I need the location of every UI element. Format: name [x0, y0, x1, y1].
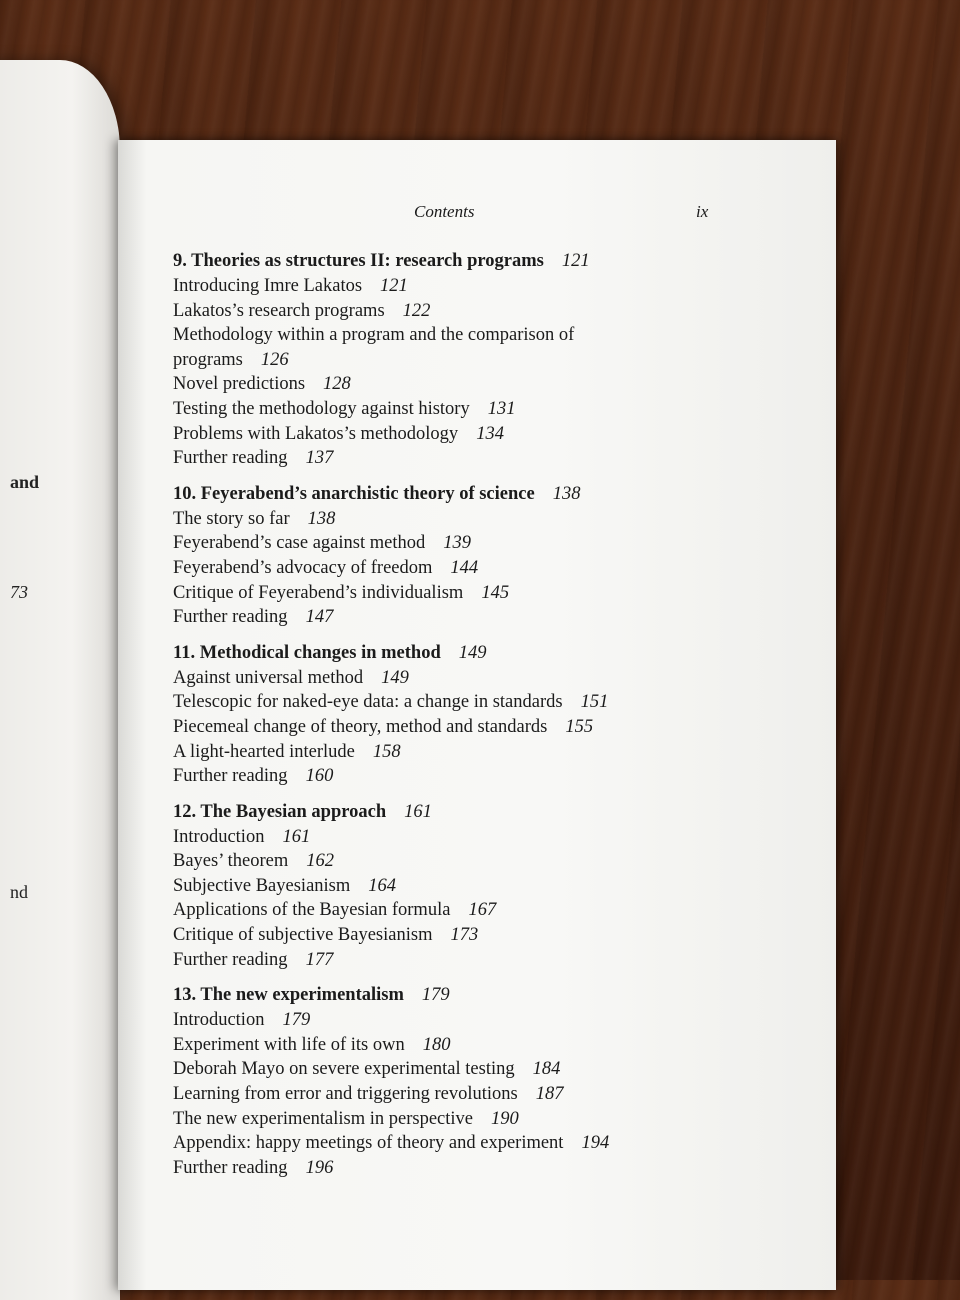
entry-page-number: 180 — [422, 1034, 451, 1055]
toc-entry — [173, 740, 813, 765]
entry-title: Testing the methodology against history — [173, 398, 470, 419]
toc-entry — [173, 1131, 813, 1156]
entry-title: Lakatos’s research programs — [173, 300, 385, 321]
entry-title: Further reading — [173, 607, 288, 628]
entry-page-number: 139 — [443, 533, 471, 554]
chapter-title: 12. The Bayesian approach — [173, 801, 387, 822]
entry-title: Introduction — [173, 1010, 265, 1031]
toc-entry — [173, 507, 813, 532]
toc-entry — [173, 446, 813, 471]
entry-page-number: 128 — [323, 374, 351, 395]
entry-title: Further reading — [173, 949, 288, 970]
entry-page-number: 155 — [565, 716, 594, 737]
entry-page-number: 144 — [450, 557, 479, 578]
contents-page — [118, 140, 836, 1290]
toc-entry — [173, 948, 813, 973]
toc-entry — [173, 1082, 813, 1107]
entry-page-number: 161 — [282, 826, 311, 847]
toc-entry — [173, 372, 813, 397]
chapter-title: 11. Methodical changes in method — [173, 642, 441, 663]
entry-page-number: 162 — [306, 851, 334, 872]
entry-title: Experiment with life of its own — [173, 1034, 405, 1055]
chapter-page-number: 121 — [561, 251, 590, 271]
toc-entry — [173, 422, 813, 447]
chapter-title: 10. Feyerabend’s anarchistic theory of science — [173, 483, 535, 504]
entry-title: Bayes’ theorem — [173, 851, 289, 872]
entry-title: Further reading — [173, 448, 288, 469]
toc-entry — [173, 690, 813, 715]
entry-page-number: 145 — [481, 582, 510, 603]
toc-entry — [173, 397, 813, 422]
entry-page-number: 196 — [305, 1157, 334, 1178]
toc-entry — [173, 556, 813, 581]
entry-title: Introduction — [173, 826, 265, 847]
entry-page-number: 179 — [282, 1010, 311, 1031]
entry-page-number: 194 — [581, 1133, 610, 1154]
left-page-fragment: and — [10, 472, 40, 492]
entry-title: Critique of Feyerabend’s individualism — [173, 582, 464, 603]
chapter-title: 13. The new experimentalism — [173, 985, 404, 1006]
entry-title: The new experimentalism in perspective — [173, 1108, 474, 1129]
entry-title: Methodology within a program and the comparison of — [173, 325, 575, 346]
left-page-fragment: nd — [10, 882, 28, 902]
toc-chapter — [173, 481, 813, 630]
entry-page-number: 160 — [305, 766, 334, 787]
entry-title: Further reading — [173, 766, 288, 787]
chapter-heading — [173, 481, 813, 507]
toc-entry — [173, 825, 813, 850]
toc-entry — [173, 874, 813, 899]
entry-page-number: 126 — [260, 349, 289, 370]
toc-entry — [173, 299, 813, 324]
entry-page-number: 158 — [372, 741, 401, 762]
entry-title: Novel predictions — [173, 374, 306, 395]
chapter-heading — [173, 640, 813, 666]
entry-title: Against universal method — [173, 667, 364, 688]
entry-page-number: 173 — [450, 925, 479, 946]
entry-page-number: 151 — [580, 692, 609, 713]
entry-page-number: 190 — [491, 1108, 519, 1129]
toc-chapter — [173, 982, 813, 1180]
entry-title: programs — [173, 349, 243, 370]
chapter-title: 9. Theories as structures II: research programs — [173, 251, 544, 271]
chapter-page-number: 149 — [458, 642, 487, 663]
toc-entry — [173, 898, 813, 923]
entry-title: Subjective Bayesianism — [173, 875, 351, 896]
entry-page-number: 134 — [476, 423, 504, 444]
entry-page-number: 138 — [307, 508, 336, 529]
toc-entry — [173, 274, 813, 299]
toc-entry — [173, 1107, 813, 1132]
entry-title: Applications of the Bayesian formula — [173, 900, 451, 921]
chapter-page-number: 179 — [421, 985, 450, 1006]
entry-page-number: 184 — [532, 1059, 561, 1080]
entry-title: Problems with Lakatos’s methodology — [173, 423, 459, 444]
chapter-page-number: 138 — [552, 483, 581, 504]
toc-chapter — [173, 799, 813, 973]
entry-title: Introducing Imre Lakatos — [173, 276, 363, 296]
toc-entry — [173, 348, 813, 373]
table-of-contents — [173, 248, 813, 1190]
entry-page-number: 121 — [380, 276, 408, 296]
toc-entry — [173, 923, 813, 948]
entry-title: Telescopic for naked-eye data: a change in standards — [173, 692, 563, 713]
entry-title: Feyerabend’s case against method — [173, 533, 426, 554]
toc-entry — [173, 849, 813, 874]
toc-entry — [173, 666, 813, 691]
entry-title: Deborah Mayo on severe experimental testing — [173, 1059, 515, 1080]
toc-entry — [173, 715, 813, 740]
toc-entry — [173, 1057, 813, 1082]
entry-title: Learning from error and triggering revolutions — [173, 1084, 518, 1105]
toc-entry — [173, 581, 813, 606]
entry-page-number: 149 — [381, 667, 409, 688]
entry-page-number: 164 — [368, 875, 397, 896]
entry-page-number: 147 — [305, 607, 334, 628]
toc-entry — [173, 764, 813, 789]
chapter-heading — [173, 982, 813, 1008]
left-page-fragment: 73 — [10, 582, 28, 602]
toc-entry — [173, 531, 813, 556]
toc-chapter — [173, 640, 813, 789]
chapter-page-number: 161 — [404, 801, 432, 822]
entry-page-number: 122 — [402, 300, 431, 321]
entry-page-number: 177 — [305, 949, 334, 970]
toc-entry — [173, 323, 813, 348]
toc-entry — [173, 1008, 813, 1033]
left-book-page — [0, 60, 120, 1300]
entry-title: Further reading — [173, 1157, 288, 1178]
toc-chapter — [173, 248, 813, 471]
page-number: ix — [696, 202, 709, 221]
entry-page-number: 167 — [468, 900, 497, 921]
entry-title: The story so far — [173, 508, 290, 529]
entry-title: Critique of subjective Bayesianism — [173, 925, 433, 946]
chapter-heading — [173, 799, 813, 825]
entry-title: Piecemeal change of theory, method and standards — [173, 716, 548, 737]
entry-page-number: 131 — [487, 398, 516, 419]
entry-page-number: 137 — [305, 448, 334, 469]
running-head: Contents — [414, 202, 475, 221]
chapter-heading — [173, 248, 813, 274]
toc-entry — [173, 605, 813, 630]
toc-entry — [173, 1156, 813, 1181]
entry-title: A light-hearted interlude — [173, 741, 355, 762]
toc-entry — [173, 1033, 813, 1058]
entry-title: Feyerabend’s advocacy of freedom — [173, 557, 433, 578]
entry-page-number: 187 — [535, 1084, 564, 1105]
entry-title: Appendix: happy meetings of theory and experiment — [173, 1133, 564, 1154]
